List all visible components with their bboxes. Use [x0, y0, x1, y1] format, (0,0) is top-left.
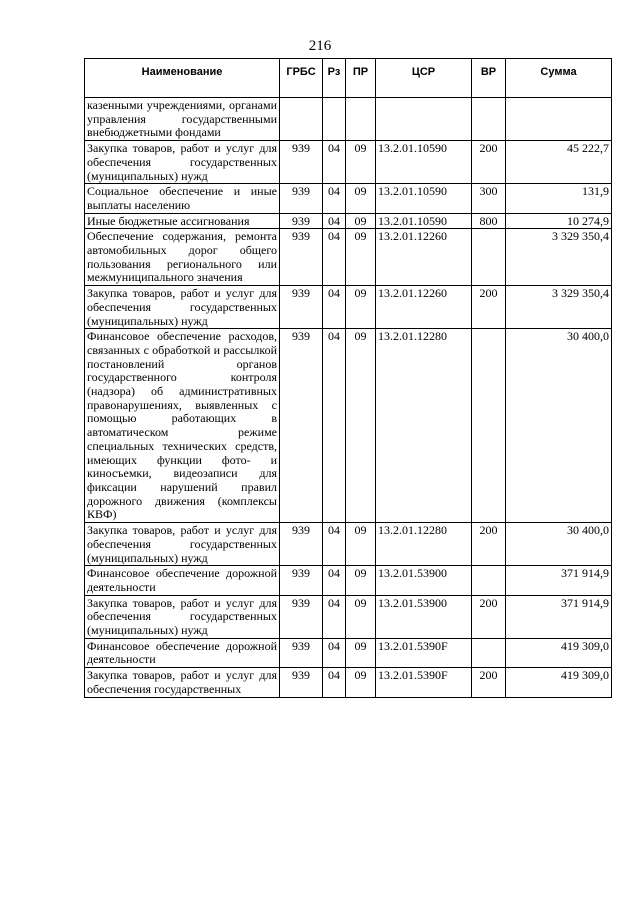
- row-pr-cell: [346, 98, 376, 141]
- row-name-cell: Закупка товаров, работ и услуг для обеспечения государственных (муниципальных) нужд: [85, 595, 280, 638]
- row-grbs-cell: [280, 98, 323, 141]
- header-pr: ПР: [346, 59, 376, 98]
- row-csr-cell: 13.2.01.5390F: [376, 638, 472, 667]
- row-rz-cell: 04: [323, 668, 346, 697]
- row-name-cell: Финансовое обеспечение дорожной деятельности: [85, 638, 280, 667]
- row-csr-cell: 13.2.01.5390F: [376, 668, 472, 697]
- row-grbs-cell: 939: [280, 229, 323, 286]
- row-pr-cell: 09: [346, 329, 376, 523]
- row-rz-cell: 04: [323, 566, 346, 595]
- row-grbs-cell: 939: [280, 595, 323, 638]
- row-pr-cell: 09: [346, 523, 376, 566]
- table-row: [85, 523, 612, 566]
- table-body: [85, 98, 612, 698]
- row-vr-cell: 200: [472, 595, 506, 638]
- row-csr-cell: 13.2.01.12260: [376, 229, 472, 286]
- table-row: [85, 286, 612, 329]
- table-row: [85, 638, 612, 667]
- row-pr-cell: 09: [346, 286, 376, 329]
- row-rz-cell: 04: [323, 329, 346, 523]
- row-csr-cell: 13.2.01.10590: [376, 213, 472, 229]
- row-vr-cell: 200: [472, 141, 506, 184]
- row-pr-cell: 09: [346, 638, 376, 667]
- budget-table: [84, 58, 612, 698]
- row-sum-cell: 3 329 350,4: [506, 286, 612, 329]
- row-grbs-cell: 939: [280, 329, 323, 523]
- row-rz-cell: 04: [323, 141, 346, 184]
- row-sum-cell: 30 400,0: [506, 329, 612, 523]
- row-name-cell: Закупка товаров, работ и услуг для обеспечения государственных (муниципальных) нужд: [85, 141, 280, 184]
- row-vr-cell: [472, 98, 506, 141]
- row-sum-cell: 3 329 350,4: [506, 229, 612, 286]
- row-name-cell: Финансовое обеспечение дорожной деятельности: [85, 566, 280, 595]
- row-sum-cell: 10 274,9: [506, 213, 612, 229]
- row-name-cell: Социальное обеспечение и иные выплаты населению: [85, 184, 280, 213]
- row-rz-cell: 04: [323, 638, 346, 667]
- row-sum-cell: 30 400,0: [506, 523, 612, 566]
- row-grbs-cell: 939: [280, 184, 323, 213]
- row-grbs-cell: 939: [280, 523, 323, 566]
- row-vr-cell: 200: [472, 523, 506, 566]
- row-csr-cell: 13.2.01.10590: [376, 184, 472, 213]
- table-row: [85, 98, 612, 141]
- row-sum-cell: 45 222,7: [506, 141, 612, 184]
- row-csr-cell: 13.2.01.53900: [376, 595, 472, 638]
- row-name-cell: Иные бюджетные ассигнования: [85, 213, 280, 229]
- row-vr-cell: 200: [472, 286, 506, 329]
- row-pr-cell: 09: [346, 184, 376, 213]
- row-sum-cell: 419 309,0: [506, 668, 612, 697]
- header-csr: ЦСР: [376, 59, 472, 98]
- table-row: [85, 229, 612, 286]
- row-vr-cell: [472, 638, 506, 667]
- row-grbs-cell: 939: [280, 668, 323, 697]
- header-vr: ВР: [472, 59, 506, 98]
- row-sum-cell: 371 914,9: [506, 595, 612, 638]
- header-name: Наименование: [85, 59, 280, 98]
- row-rz-cell: [323, 98, 346, 141]
- header-rz: Рз: [323, 59, 346, 98]
- row-sum-cell: 419 309,0: [506, 638, 612, 667]
- row-pr-cell: 09: [346, 141, 376, 184]
- row-grbs-cell: 939: [280, 566, 323, 595]
- row-pr-cell: 09: [346, 668, 376, 697]
- table-row: [85, 213, 612, 229]
- row-vr-cell: 200: [472, 668, 506, 697]
- row-name-cell: казенными учреждениями, органами управления государственными внебюджетными фондами: [85, 98, 280, 141]
- row-pr-cell: 09: [346, 213, 376, 229]
- row-rz-cell: 04: [323, 286, 346, 329]
- row-vr-cell: [472, 229, 506, 286]
- row-sum-cell: 131,9: [506, 184, 612, 213]
- row-pr-cell: 09: [346, 566, 376, 595]
- table-row: [85, 668, 612, 697]
- row-csr-cell: 13.2.01.53900: [376, 566, 472, 595]
- header-sum: Сумма: [506, 59, 612, 98]
- row-name-cell: Обеспечение содержания, ремонта автомобильных дорог общего пользования регионального или межмуниципального значения: [85, 229, 280, 286]
- table-row: [85, 595, 612, 638]
- row-rz-cell: 04: [323, 184, 346, 213]
- row-pr-cell: 09: [346, 229, 376, 286]
- table-row: [85, 184, 612, 213]
- row-grbs-cell: 939: [280, 141, 323, 184]
- row-csr-cell: [376, 98, 472, 141]
- row-vr-cell: 300: [472, 184, 506, 213]
- row-sum-cell: [506, 98, 612, 141]
- row-rz-cell: 04: [323, 595, 346, 638]
- table-row: [85, 566, 612, 595]
- row-grbs-cell: 939: [280, 286, 323, 329]
- row-grbs-cell: 939: [280, 638, 323, 667]
- row-grbs-cell: 939: [280, 213, 323, 229]
- row-csr-cell: 13.2.01.10590: [376, 141, 472, 184]
- row-name-cell: Закупка товаров, работ и услуг для обеспечения государственных (муниципальных) нужд: [85, 286, 280, 329]
- row-vr-cell: [472, 566, 506, 595]
- row-name-cell: Финансовое обеспечение расходов, связанных с обработкой и рассылкой постановлений органов государственного контроля (надзора) об административных правонарушениях, выявленных с помощью работающих в автоматическом режиме специальных технических средств, имеющих функции фото- и киносъемки, видеозаписи для фиксации нарушений правил дорожного движения (комплексы КВФ): [85, 329, 280, 523]
- row-csr-cell: 13.2.01.12280: [376, 523, 472, 566]
- row-sum-cell: 371 914,9: [506, 566, 612, 595]
- row-name-cell: Закупка товаров, работ и услуг для обеспечения государственных: [85, 668, 280, 697]
- table-row: [85, 329, 612, 523]
- row-rz-cell: 04: [323, 213, 346, 229]
- header-grbs: ГРБС: [280, 59, 323, 98]
- row-vr-cell: 800: [472, 213, 506, 229]
- row-pr-cell: 09: [346, 595, 376, 638]
- row-rz-cell: 04: [323, 229, 346, 286]
- row-rz-cell: 04: [323, 523, 346, 566]
- row-csr-cell: 13.2.01.12280: [376, 329, 472, 523]
- row-vr-cell: [472, 329, 506, 523]
- table-header-row: [85, 59, 612, 98]
- page-number: 216: [308, 38, 332, 54]
- row-csr-cell: 13.2.01.12260: [376, 286, 472, 329]
- table-row: [85, 141, 612, 184]
- row-name-cell: Закупка товаров, работ и услуг для обеспечения государственных (муниципальных) нужд: [85, 523, 280, 566]
